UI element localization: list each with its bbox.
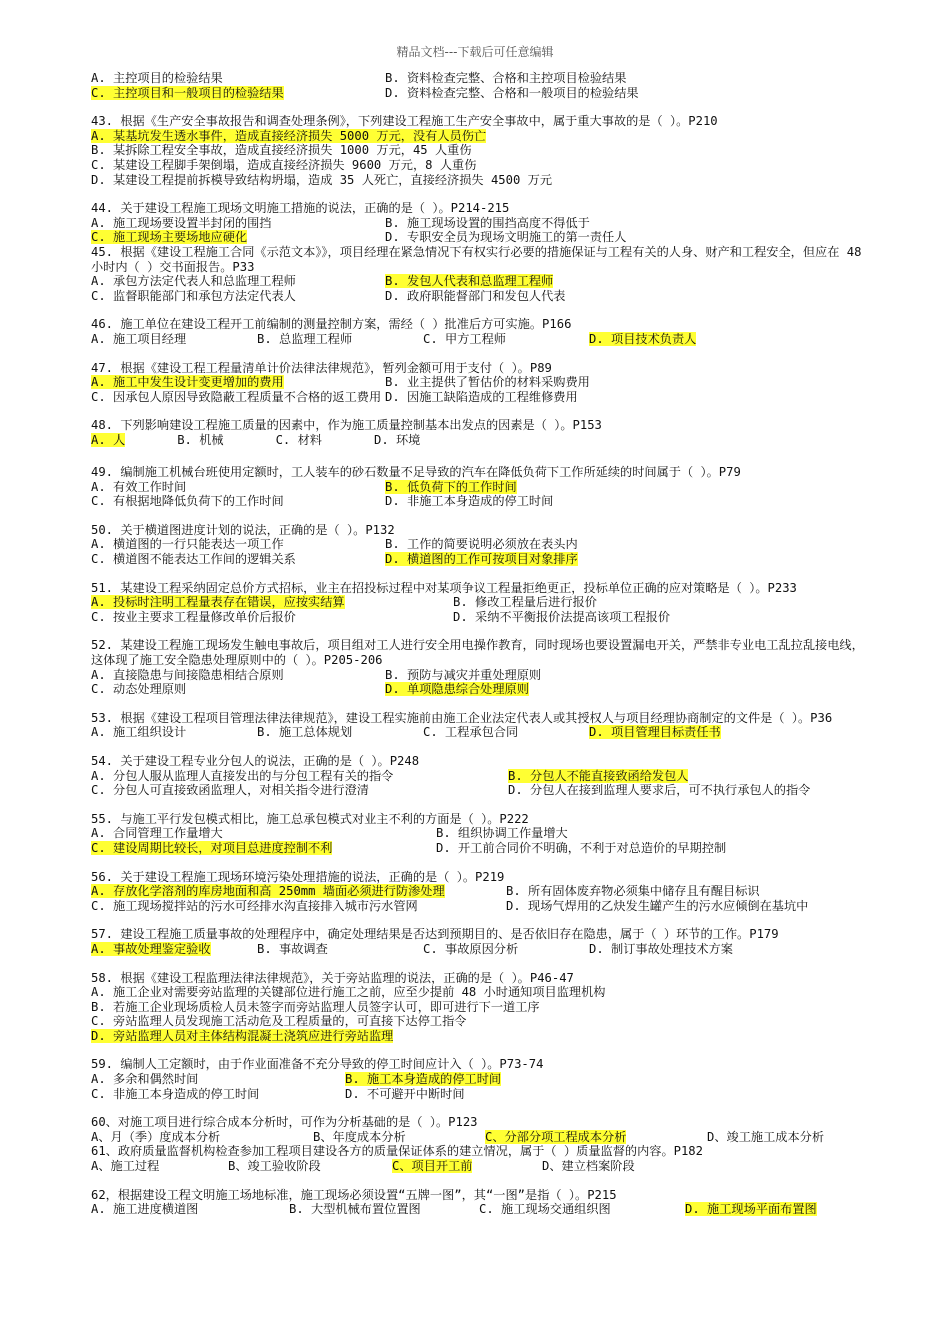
option (91, 942, 257, 957)
option (385, 274, 871, 289)
answer-highlight: D. 项目管理目标责任书 (589, 725, 721, 740)
option (508, 769, 871, 784)
option-text: A. 主控项目的检验结果 (91, 71, 223, 85)
option-text: C. 非施工本身造成的停工时间 (91, 1086, 260, 1101)
option (385, 289, 871, 304)
question-q48 (91, 418, 871, 451)
option-text: D、竣工施工成本分析 (707, 1129, 825, 1144)
option (91, 71, 385, 86)
question-stem: 50. 关于横道图进度计划的说法，正确的是（ ）。P132 (91, 522, 395, 537)
option-text: D. 资料检查完整、合格和一般项目的检验结果 (385, 85, 639, 100)
question-stem: 44. 关于建设工程施工现场文明施工措施的说法，正确的是（ ）。P214-215 (91, 201, 510, 216)
option-text: B、竣工验收阶段 (228, 1159, 321, 1174)
option-text: B. 工作的简要说明必须放在表头内 (385, 537, 578, 552)
option (276, 433, 322, 448)
option (91, 1014, 871, 1029)
answer-highlight: D. 旁站监理人员对主体结构混凝土浇筑应进行旁站监理 (91, 1028, 394, 1043)
option (313, 1130, 485, 1145)
option (91, 826, 436, 841)
question-stem: 52. 某建设工程施工现场发生触电事故后，项目组对工人进行安全用电操作教育，同时现场也要设置漏电开关，严禁非专业电工乱拉乱接电线，这体现了施工安全隐患处理原则中的（ ）。P205-206 (91, 638, 864, 667)
option-text: B. 某拆除工程安全事故，造成直接经济损失 1000 万元，45 人重伤 (91, 143, 472, 158)
option (91, 274, 385, 289)
option-text: D. 某建设工程提前拆模导致结构坍塌，造成 35 人死亡，直接经济损失 4500 万元 (91, 172, 553, 187)
option (91, 985, 871, 1000)
option (91, 129, 871, 144)
question-stem: 59. 编制人工定额时，由于作业面准备不充分导致的停工时间应计入（ ）。P73-74 (91, 1057, 544, 1072)
question-stem: 62，根据建设工程文明施工场地标准，施工现场必须设置“五牌一图”，其“一图”是指（ ）。P215 (91, 1187, 617, 1202)
option-text: A. 分包人服从监理人直接发出的与分包工程有关的指令 (91, 768, 394, 783)
option-text: A. 施工项目经理 (91, 331, 187, 346)
option-text: C. 施工现场交通组织图 (479, 1202, 611, 1217)
answer-highlight: B. 分包人不能直接致函给发包人 (508, 768, 689, 783)
question-q47 (91, 361, 871, 405)
option-text: C. 施工现场搅拌站的污水可经排水沟直接排入城市污水管网 (91, 898, 418, 913)
answer-highlight: C、项目开工前 (392, 1159, 473, 1174)
answer-highlight: D. 单项隐患综合处理原则 (385, 682, 529, 697)
option-text: A. 施工企业对需要旁站监理的关键部位进行施工之前，应至少提前 48 小时通知项目监理机构 (91, 985, 606, 1000)
options (91, 433, 871, 451)
question-q43 (91, 114, 871, 187)
option (91, 1000, 871, 1015)
option (685, 1202, 871, 1217)
question-q59 (91, 1057, 871, 1101)
options (91, 942, 871, 957)
option-text: B. 所有固体废弃物必须集中储存且有醒目标识 (506, 884, 760, 899)
question-stem: 46. 施工单位在建设工程开工前编制的测量控制方案，需经（ ）批准后方可实施。P166 (91, 317, 572, 332)
option-text: C. 某建设工程脚手架倒塌，造成直接经济损失 9600 万元，8 人重伤 (91, 157, 477, 172)
question-q55 (91, 812, 871, 856)
option-text: B. 事故调查 (257, 941, 328, 956)
options (91, 1130, 871, 1145)
option-text: C. 监督职能部门和承包方法定代表人 (91, 288, 296, 303)
option (385, 537, 871, 552)
question-q60 (91, 1115, 871, 1144)
options (91, 1072, 871, 1101)
option (91, 390, 385, 405)
option (589, 725, 871, 740)
option-text: B. 机械 (177, 432, 224, 447)
option (91, 783, 508, 798)
option (542, 1159, 871, 1174)
option (423, 332, 589, 347)
option (91, 1072, 345, 1087)
option-text: C. 材料 (275, 432, 322, 447)
option-text: A. 施工组织设计 (91, 725, 187, 740)
option-text: D. 专职安全员为现场文明施工的第一责任人 (385, 230, 627, 245)
option (506, 884, 871, 899)
option (91, 216, 385, 231)
question-stem: 58. 根据《建设工程监理法律法律规范》，关于旁站监理的说法，正确的是（ ）。P46-47 (91, 970, 574, 985)
question-stem: 51. 某建设工程采纳固定总价方式招标，业主在招投标过程中对某项争议工程量拒绝更正，投标单位正确的应对策略是（ ）。P233 (91, 580, 797, 595)
option (228, 1159, 392, 1174)
question-list (91, 71, 871, 1231)
option (374, 433, 420, 448)
option-text: D. 现场气焊用的乙炔发生罐产生的污水应倾倒在基坑中 (506, 898, 809, 913)
option (423, 725, 589, 740)
option (257, 725, 423, 740)
option (91, 1130, 313, 1145)
option (508, 783, 871, 798)
question-stem: 54. 关于建设工程专业分包人的说法，正确的是（ ）。P248 (91, 753, 420, 768)
answer-highlight: D. 横道图的工作可按项目对象排序 (385, 552, 578, 567)
option-text: C. 分包人可直接致函监理人，对相关指令进行澄清 (91, 783, 369, 798)
question-q62 (91, 1188, 871, 1217)
option (91, 1029, 871, 1044)
option-text: B. 大型机械布置位置图 (289, 1202, 421, 1217)
option-text: B. 施工现场设置的围挡高度不得低于 (385, 215, 590, 230)
option (345, 1072, 871, 1087)
option (707, 1130, 871, 1145)
option (436, 826, 871, 841)
question-stem: 47. 根据《建设工程工程量清单计价法律法律规范》，暂列金额可用于支付（ ）。P89 (91, 360, 552, 375)
option-text: A、月（季）度成本分析 (91, 1129, 221, 1144)
option (453, 595, 871, 610)
option-text: D. 采纳不平衡报价法提高该项工程报价 (453, 609, 671, 624)
option (91, 1087, 345, 1102)
option (453, 610, 871, 625)
option (91, 86, 385, 101)
question-stem: 56. 关于建设工程施工现场环境污染处理措施的说法，正确的是（ ）。P219 (91, 869, 505, 884)
options (91, 71, 871, 100)
option (91, 230, 385, 245)
option (485, 1130, 707, 1145)
option-text: C. 动态处理原则 (91, 682, 187, 697)
question-q50 (91, 523, 871, 567)
options (91, 216, 871, 245)
option (385, 216, 871, 231)
question-q44 (91, 201, 871, 245)
option (479, 1202, 685, 1217)
question-q52 (91, 638, 871, 696)
option-text: A. 直接隐患与间接隐患相结合原则 (91, 667, 284, 682)
option (589, 942, 871, 957)
option-text: B、年度成本分析 (313, 1129, 406, 1144)
option-text: A. 承包方法定代表人和总监理工程师 (91, 274, 296, 289)
option-text: C. 有根据地降低负荷下的工作时间 (91, 494, 284, 509)
option (257, 332, 423, 347)
option-text: A. 有效工作时间 (91, 479, 187, 494)
question-q45 (91, 245, 871, 303)
option (91, 143, 871, 158)
option (345, 1087, 871, 1102)
question-stem: 53. 根据《建设工程项目管理法律法律规范》，建设工程实施前由施工企业法定代表人或其授权人与项目经理协商制定的文件是（ ）。P36 (91, 710, 833, 725)
option-text: C. 甲方工程师 (423, 331, 506, 346)
question-stem: 55. 与施工平行发包模式相比，施工总承包模式对业主不利的方面是（ ）。P222 (91, 811, 529, 826)
options (91, 769, 871, 798)
option-text: B. 总监理工程师 (257, 331, 353, 346)
options (91, 1202, 871, 1217)
question-q57 (91, 927, 871, 956)
answer-highlight: D. 施工现场平面布置图 (685, 1202, 817, 1217)
options (91, 375, 871, 404)
question-stem: 60、对施工项目进行综合成本分析时，可作为分析基础的是（ ）。P123 (91, 1115, 478, 1130)
question-q58 (91, 971, 871, 1044)
question-q51 (91, 581, 871, 625)
option (91, 433, 125, 448)
option (289, 1202, 479, 1217)
answer-highlight: A. 某基坑发生透水事件，造成直接经济损失 5000 万元，没有人员伤亡 (91, 128, 487, 143)
option (506, 899, 871, 914)
option-text: D. 制订事故处理技术方案 (589, 941, 733, 956)
options (91, 129, 871, 187)
question-q53 (91, 711, 871, 740)
option-text: C. 按业主要求工程量修改单价后报价 (91, 609, 296, 624)
option (392, 1159, 542, 1174)
option-text: A. 横道图的一行只能表达一项工作 (91, 537, 284, 552)
option-text: B. 修改工程量后进行报价 (453, 595, 597, 610)
option (91, 552, 385, 567)
answer-highlight: A. 投标时注明工程量表存在错误，应按实结算 (91, 595, 345, 610)
option-text: A. 施工进度横道图 (91, 1202, 199, 1217)
option (91, 610, 453, 625)
option-text: D. 分包人在接到监理人要求后，可不执行承包人的指令 (508, 783, 811, 798)
option-text: A、施工过程 (91, 1159, 160, 1174)
option-text: B. 施工总体规划 (257, 725, 353, 740)
option (91, 375, 385, 390)
option (257, 942, 423, 957)
question-q56 (91, 870, 871, 914)
question-q54 (91, 754, 871, 798)
option (91, 332, 257, 347)
question-q42 (91, 71, 871, 100)
answer-highlight: D. 项目技术负责人 (589, 331, 697, 346)
option (91, 899, 506, 914)
option-text: C. 工程承包合同 (423, 725, 519, 740)
page-header: 精品文档---下载后可任意编辑 (396, 45, 554, 59)
options (91, 480, 871, 509)
question-stem: 49. 编制施工机械台班使用定额时，工人装车的砂石数量不足导致的汽车在降低负荷下工作所延续的时间属于（ ）。P79 (91, 465, 741, 480)
answer-highlight: A. 人 (91, 432, 126, 447)
question-stem: 48. 下列影响建设工程施工质量的因素中，作为施工质量控制基本出发点的因素是（ ）。P153 (91, 418, 602, 433)
option (385, 552, 871, 567)
option (589, 332, 871, 347)
option-text: D. 政府职能督部门和发包人代表 (385, 288, 566, 303)
option (385, 71, 871, 86)
option-text: A. 多余和偶然时间 (91, 1072, 199, 1087)
option (423, 942, 589, 957)
options (91, 332, 871, 347)
answer-highlight: C. 建设周期比较长，对项目总进度控制不利 (91, 840, 333, 855)
option (91, 1202, 289, 1217)
option (385, 494, 871, 509)
option (91, 158, 871, 173)
option-text: B. 资料检查完整、合格和主控项目检验结果 (385, 71, 627, 85)
option-text: D. 因施工缺陷造成的工程维修费用 (385, 389, 578, 404)
option (436, 841, 871, 856)
option (385, 480, 871, 495)
option-text: C. 旁站监理人员发现施工活动危及工程质量的，可直接下达停工指令 (91, 1014, 467, 1029)
question-q49 (91, 465, 871, 509)
answer-highlight: C. 施工现场主要场地应硬化 (91, 230, 248, 245)
option-text: B. 预防与减灾并重处理原则 (385, 667, 542, 682)
answer-highlight: C、分部分项工程成本分析 (485, 1129, 627, 1144)
option (91, 494, 385, 509)
option (385, 668, 871, 683)
options (91, 826, 871, 855)
options (91, 274, 871, 303)
option (91, 682, 385, 697)
answer-highlight: C. 主控项目和一般项目的检验结果 (91, 85, 284, 100)
option (91, 595, 453, 610)
option (91, 668, 385, 683)
option (91, 841, 436, 856)
option-text: D. 不可避开中断时间 (345, 1086, 465, 1101)
option-text: D. 环境 (373, 432, 421, 447)
option-text: B. 业主提供了暂估价的材料采购费用 (385, 375, 590, 390)
question-stem: 57. 建设工程施工质量事故的处理程序中，确定处理结果是否达到预期目的、是否依旧存在隐患，属于（ ）环节的工作。P179 (91, 927, 779, 942)
option (385, 86, 871, 101)
option-text: C. 事故原因分析 (423, 941, 519, 956)
option (385, 375, 871, 390)
options (91, 884, 871, 913)
question-stem: 61、政府质量监督机构检查参加工程项目建设各方的质量保证体系的建立情况，属于（ ）质量监督的内容。P182 (91, 1144, 703, 1159)
question-q61 (91, 1144, 871, 1173)
option (91, 480, 385, 495)
option (177, 433, 223, 448)
answer-highlight: A. 施工中发生设计变更增加的费用 (91, 375, 284, 390)
option-text: B. 组织协调工作量增大 (436, 826, 568, 841)
answer-highlight: A. 事故处理鉴定验收 (91, 941, 211, 956)
option (91, 173, 871, 188)
options (91, 985, 871, 1043)
options (91, 595, 871, 624)
option (91, 884, 506, 899)
option (385, 390, 871, 405)
option (385, 230, 871, 245)
option (91, 725, 257, 740)
answer-highlight: B. 施工本身造成的停工时间 (345, 1072, 502, 1087)
question-stem: 43. 根据《生产安全事故报告和调查处理条例》，下列建设工程施工生产安全事故中，属于重大事故的是（ ）。P210 (91, 114, 718, 129)
option (385, 682, 871, 697)
option (91, 769, 508, 784)
answer-highlight: A. 存放化学溶剂的库房地面和高 250mm 墙面必须进行防渗处理 (91, 884, 445, 899)
option-text: A. 合同管理工作量增大 (91, 826, 223, 841)
option-text: D. 开工前合同价不明确，不利于对总造价的早期控制 (436, 840, 727, 855)
options (91, 725, 871, 740)
options (91, 1159, 871, 1174)
answer-highlight: B. 发包人代表和总监理工程师 (385, 274, 554, 289)
question-q46 (91, 317, 871, 346)
options (91, 668, 871, 697)
question-stem: 45. 根据《建设工程施工合同《示范文本》》，项目经理在紧急情况下有权实行必要的措施保证与工程有关的人身、财产和工程安全，但应在 48 小时内（ ）交书面报告。P33 (91, 244, 862, 274)
option (91, 537, 385, 552)
option-text: C. 因承包人原因导致隐蔽工程质量不合格的返工费用 (91, 389, 382, 404)
option-text: D、建立档案阶段 (542, 1159, 635, 1174)
option-text: D. 非施工本身造成的停工时间 (385, 494, 554, 509)
option-text: C. 横道图不能表达工作间的逻辑关系 (91, 552, 296, 567)
option-text: B. 若施工企业现场质检人员未签字而旁站监理人员签字认可，即可进行下一道工序 (91, 999, 540, 1014)
option (91, 1159, 228, 1174)
answer-highlight: B. 低负荷下的工作时间 (385, 479, 517, 494)
options (91, 537, 871, 566)
option (91, 289, 385, 304)
option-text: A. 施工现场要设置半封闭的围挡 (91, 215, 272, 230)
